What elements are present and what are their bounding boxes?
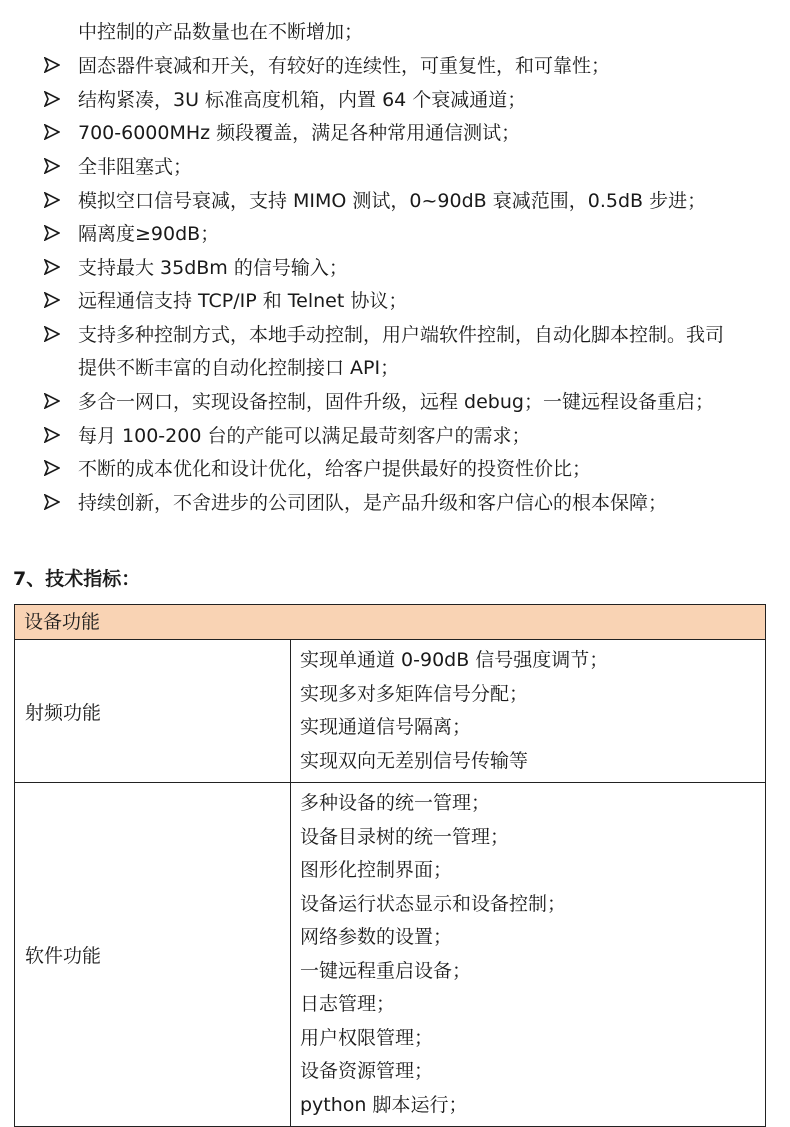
arrow-bullet-icon [44, 192, 60, 208]
table-cell-item: 一键远程重启设备； [300, 959, 472, 982]
list-item-text: 支持最大 35dBm 的信号输入； [78, 257, 348, 279]
list-item [0, 152, 790, 182]
table-cell-item: 实现通道信号隔离； [300, 716, 472, 738]
category-software: 软件功能 [15, 783, 291, 1127]
arrow-bullet-icon [44, 427, 60, 443]
table-header-row [15, 605, 766, 640]
arrow-bullet-icon [44, 57, 60, 73]
arrow-bullet-icon [44, 326, 60, 342]
arrow-bullet-icon [44, 91, 60, 107]
table-cell-item: python 脚本运行； [300, 1093, 468, 1116]
arrow-bullet-icon [44, 124, 60, 140]
list-item-text: 模拟空口信号衰减，支持 MIMO 测试，0~90dB 衰减范围，0.5dB 步进； [78, 190, 707, 212]
arrow-bullet-icon [44, 494, 60, 510]
table-cell-item: 设备运行状态显示和设备控制； [300, 892, 567, 915]
list-item [0, 253, 790, 283]
arrow-bullet-icon [44, 225, 60, 241]
list-item [0, 387, 790, 417]
list-item-text: 不断的成本优化和设计优化，给客户提供最好的投资性价比； [78, 458, 592, 480]
list-item [0, 118, 790, 148]
list-item-text: 持续创新，不舍进步的公司团队，是产品升级和客户信心的根本保障； [78, 492, 668, 514]
table-cell-item: 设备目录树的统一管理； [300, 825, 510, 848]
list-item [0, 421, 790, 451]
table-header: 设备功能 [15, 605, 766, 640]
table-cell-item: 网络参数的设置； [300, 926, 453, 948]
list-item [0, 85, 790, 115]
list-item [0, 454, 790, 484]
list-item [0, 488, 790, 518]
category-rf: 射频功能 [15, 640, 291, 783]
list-item-text: 700-6000MHz 频段覆盖，满足各种常用通信测试； [78, 122, 521, 144]
intro-continuation: 中控制的产品数量也在不断增加； [78, 21, 364, 43]
table-cell-item: 用户权限管理； [300, 1026, 434, 1049]
list-item [0, 286, 790, 316]
list-item [0, 51, 790, 81]
table-cell-item: 实现单通道 0-90dB 信号强度调节； [300, 649, 609, 671]
list-item-text: 多合一网口，实现设备控制，固件升级，远程 debug；一键远程设备重启； [78, 391, 714, 413]
list-item-text: 全非阻塞式； [78, 156, 193, 178]
list-item [0, 320, 790, 350]
list-item-text: 支持多种控制方式，本地手动控制，用户端软件控制，自动化脚本控制。我司 [78, 324, 725, 346]
list-item-text: 远程通信支持 TCP/IP 和 Telnet 协议； [78, 290, 408, 312]
table-cell-item: 日志管理； [300, 993, 396, 1015]
table-row [15, 640, 766, 783]
arrow-bullet-icon [44, 393, 60, 409]
list-item-text: 每月 100-200 台的产能可以满足最苛刻客户的需求； [78, 425, 531, 447]
table-cell-item: 设备资源管理； [300, 1060, 434, 1082]
list-item-continuation: 提供不断丰富的自动化控制接口 API； [78, 357, 400, 379]
table-cell-item: 多种设备的统一管理； [300, 792, 491, 814]
list-item-text: 隔离度≥90dB； [78, 223, 220, 245]
list-item [0, 186, 790, 216]
table-cell-item: 实现多对多矩阵信号分配； [300, 682, 529, 705]
arrow-bullet-icon [44, 460, 60, 476]
rf-items [291, 640, 766, 783]
table-row [15, 783, 766, 1127]
spec-table [14, 604, 766, 1127]
arrow-bullet-icon [44, 259, 60, 275]
section-heading: 7、技术指标： [13, 568, 141, 590]
table-cell-item: 实现双向无差别信号传输等 [300, 749, 529, 772]
software-items [291, 783, 766, 1127]
list-item-text: 固态器件衰减和开关，有较好的连续性，可重复性，和可靠性； [78, 55, 611, 77]
arrow-bullet-icon [44, 292, 60, 308]
table-cell-item: 图形化控制界面； [300, 859, 453, 881]
list-item-text: 结构紧凑，3U 标准高度机箱，内置 64 个衰减通道； [78, 89, 527, 111]
arrow-bullet-icon [44, 158, 60, 174]
list-item [0, 219, 790, 249]
